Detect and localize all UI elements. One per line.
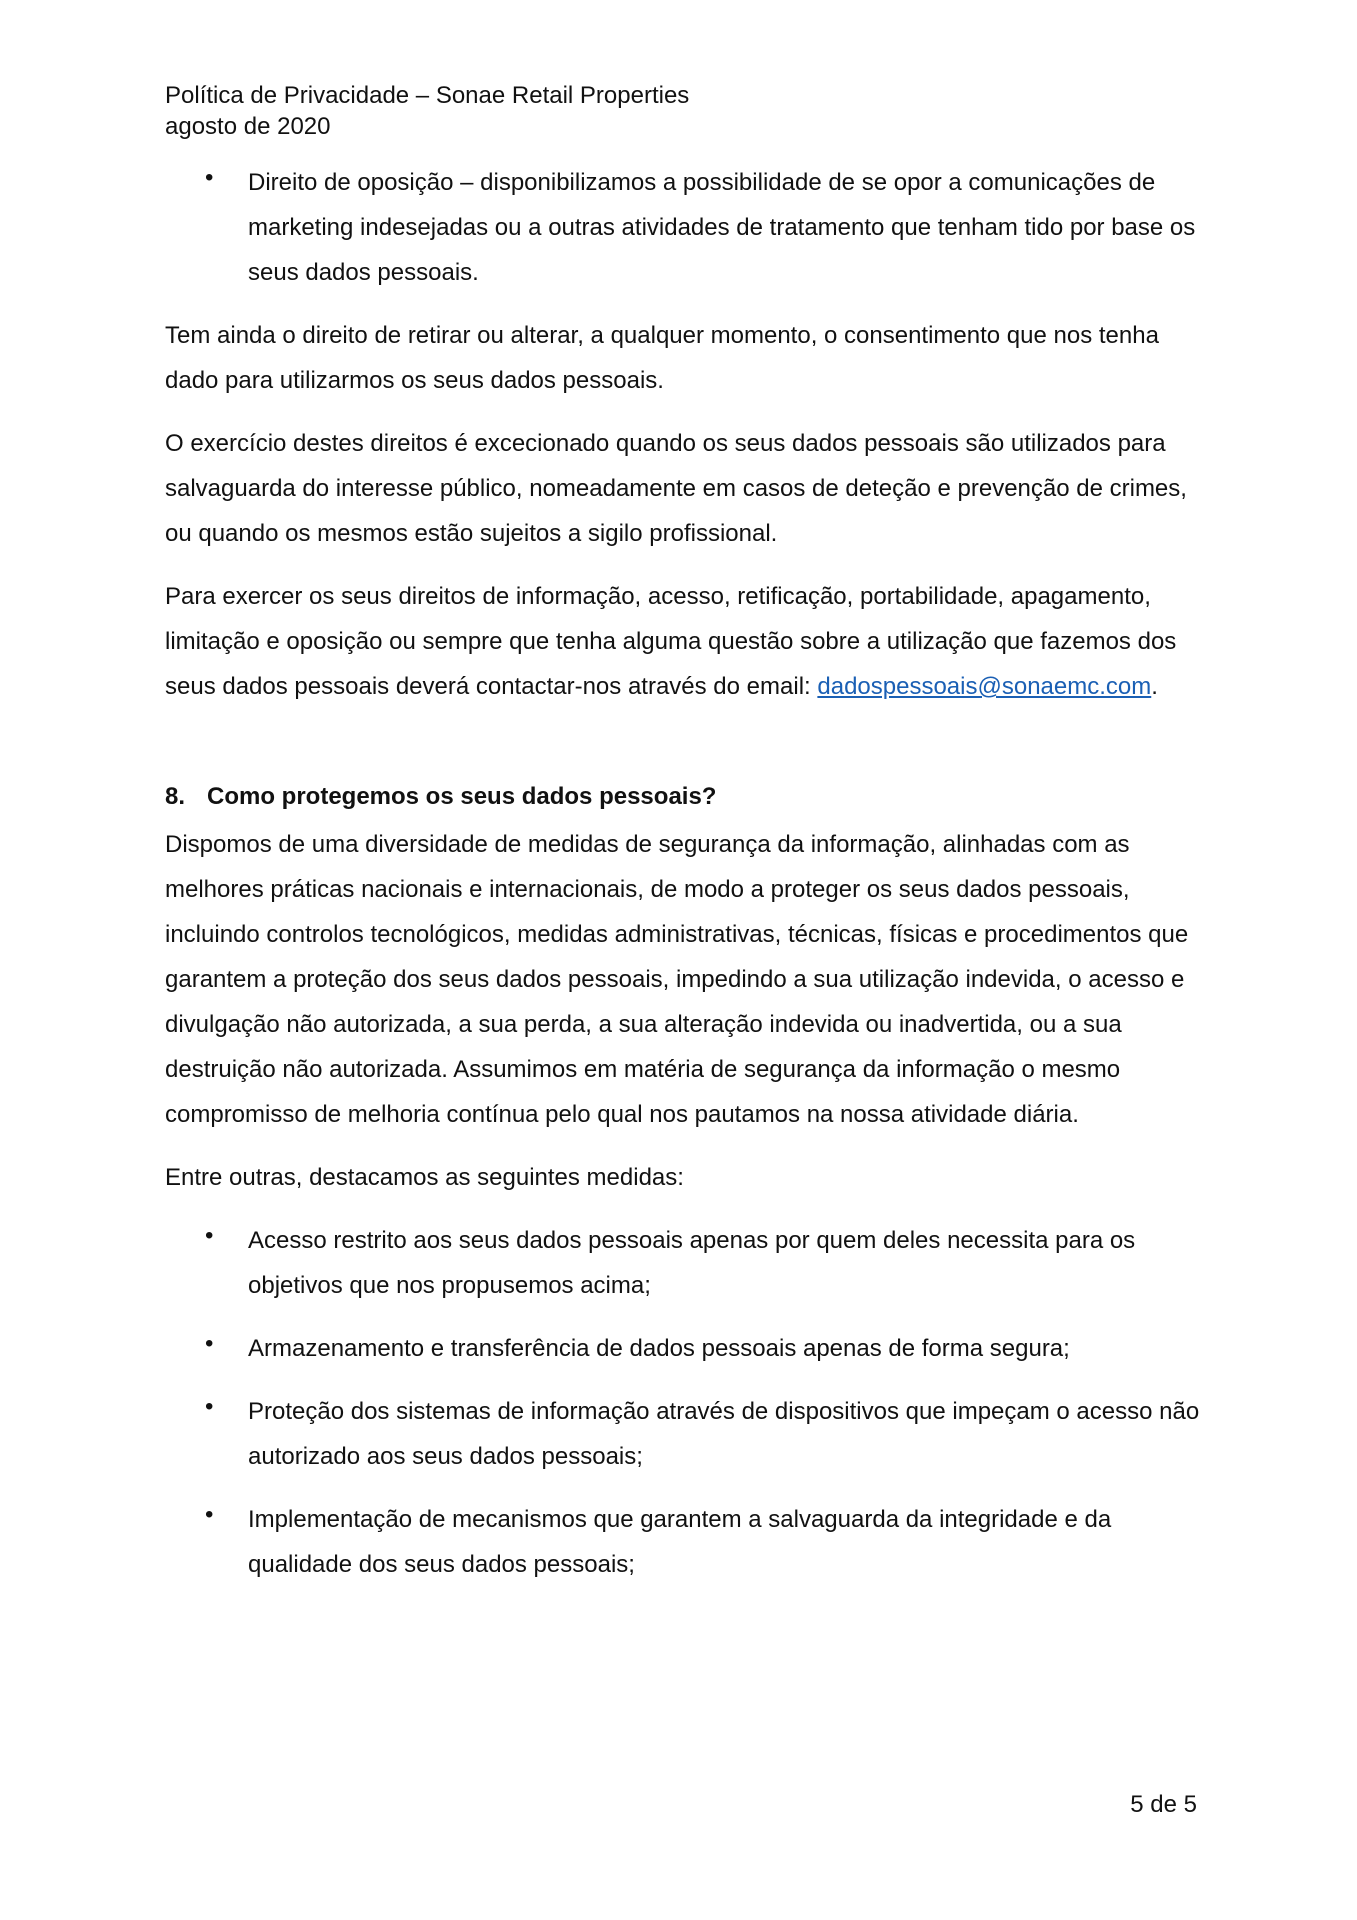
contact-period: .	[1151, 673, 1158, 700]
section-number: 8.	[165, 783, 186, 810]
list-item-text: Direito de oposição – disponibilizamos a possibilidade de se opor a comunicações de marketing indesejadas ou a outras atividades de tratamento que tenham tido por base os seus dados pessoais.	[248, 169, 1196, 286]
list-item-text: Acesso restrito aos seus dados pessoais apenas por quem deles necessita para os objetivos que nos propusemos acima;	[248, 1227, 1136, 1299]
section-body-paragraph: Dispomos de uma diversidade de medidas de segurança da informação, alinhadas com as melhores práticas nacionais e internacionais, de modo a proteger os seus dados pessoais, incluindo controlos tecnológicos, medidas administrativas, técnicas, físicas e procedimentos que garantem a proteção dos seus dados pessoais, impedindo a sua utilização indevida, o acesso e divulgação não autorizada, a sua perda, a sua alteração indevida ou inadvertida, ou a sua destruição não autorizada. Assumimos em matéria de segurança da informação o mesmo compromisso de melhoria contínua pelo qual nos pautamos na nossa atividade diária.	[165, 831, 1189, 1128]
consent-paragraph: Tem ainda o direito de retirar ou alterar, a qualquer momento, o consentimento que nos tenha dado para utilizarmos os seus dados pessoais.	[165, 322, 1159, 394]
contact-paragraph	[165, 574, 1205, 709]
bullet-icon: •	[205, 1330, 214, 1357]
list-item	[165, 1389, 1205, 1479]
list-item-text: Proteção dos sistemas de informação através de dispositivos que impeçam o acesso não autorizado aos seus dados pessoais;	[248, 1398, 1200, 1470]
list-item-text: Armazenamento e transferência de dados pessoais apenas de forma segura;	[248, 1335, 1070, 1362]
section-heading	[165, 774, 1205, 819]
bullet-icon: •	[205, 164, 214, 191]
header-date: agosto de 2020	[165, 113, 331, 140]
bullet-icon: •	[205, 1501, 214, 1528]
page-number: 5 de 5	[1130, 1791, 1197, 1818]
bullet-icon: •	[205, 1222, 214, 1249]
list-item-text: Implementação de mecanismos que garantem a salvaguarda da integridade e da qualidade dos seus dados pessoais;	[248, 1506, 1112, 1578]
header-title: Política de Privacidade – Sonae Retail Properties	[165, 82, 690, 109]
email-link[interactable]: dadospessoais@sonaemc.com	[817, 673, 1152, 700]
rights-list	[165, 160, 1205, 295]
page-header	[165, 80, 689, 142]
contact-text: Para exercer os seus direitos de informação, acesso, retificação, portabilidade, apagamento, limitação e oposição ou sempre que tenha alguma questão sobre a utilização que fazemos dos seus dados pessoais deverá contactar-nos através do email:	[165, 583, 1177, 700]
measures-intro: Entre outras, destacamos as seguintes medidas:	[165, 1164, 684, 1191]
list-item	[165, 1326, 1205, 1371]
page-content	[165, 160, 1205, 1605]
section-title: Como protegemos os seus dados pessoais?	[207, 783, 717, 810]
bullet-icon: •	[205, 1393, 214, 1420]
measures-list	[165, 1218, 1205, 1587]
exception-paragraph: O exercício destes direitos é excecionado quando os seus dados pessoais são utilizados para salvaguarda do interesse público, nomeadamente em casos de deteção e prevenção de crimes, ou quando os mesmos estão sujeitos a sigilo profissional.	[165, 430, 1187, 547]
list-item	[165, 160, 1205, 295]
list-item	[165, 1218, 1205, 1308]
list-item	[165, 1497, 1205, 1587]
